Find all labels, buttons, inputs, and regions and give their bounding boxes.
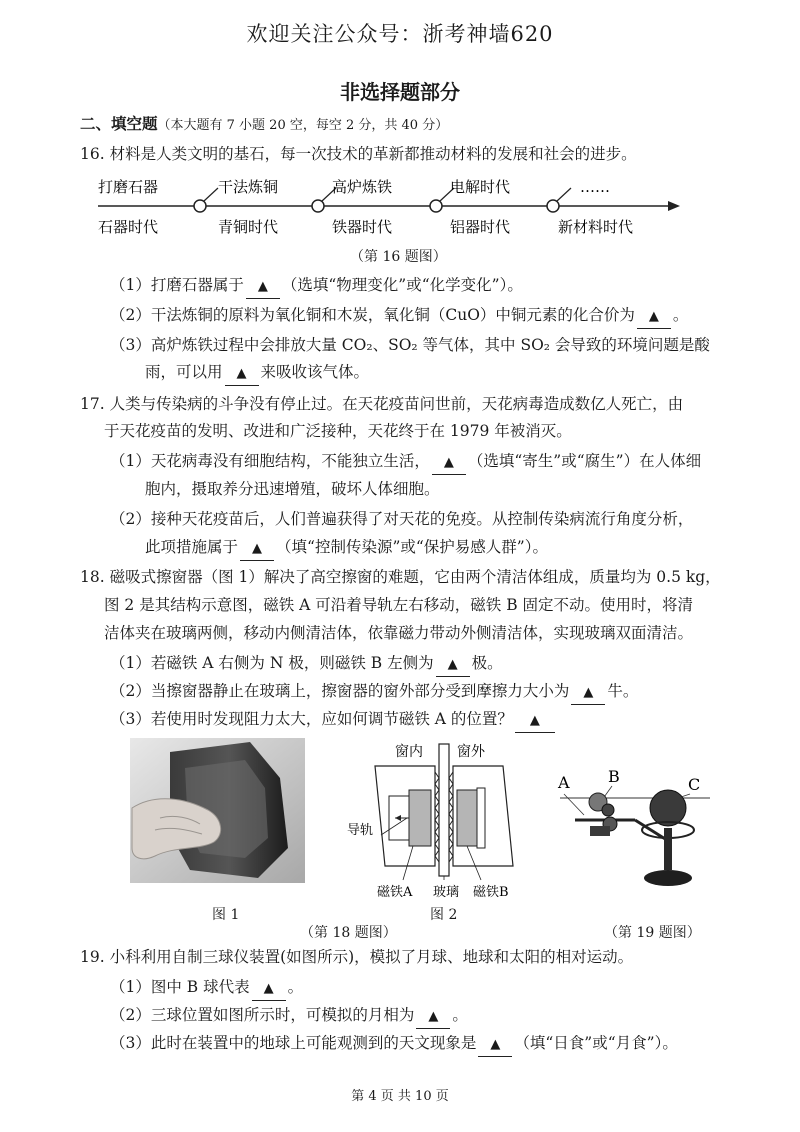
timeline-arrowhead <box>668 201 680 211</box>
q19-sub2: （2）三球位置如图所示时，可模拟的月相为 ▲ 。 <box>110 1004 468 1029</box>
q18-stem-3: 洁体夹在玻璃两侧，移动内侧清洁体，依靠磁力带动外侧清洁体，实现玻璃双面清洁。 <box>104 624 694 642</box>
label-inside: 窗内 <box>395 744 423 760</box>
q19-caption: （第 19 题图） <box>604 925 701 941</box>
label-glass: 玻璃 <box>433 885 460 900</box>
label-outside: 窗外 <box>457 744 485 760</box>
label-b: B <box>608 767 620 786</box>
page-header: 欢迎关注公众号：浙考神墙620 <box>246 22 554 46</box>
q18-stem-2: 图 2 是其结构示意图，磁铁 A 可沿着导轨左右移动，磁铁 B 固定不动。使用时，将清 <box>104 596 694 614</box>
q17-sub2: （2）接种天花疫苗后，人们普遍获得了对天花的免疫。从控制传染病流行角度分析， <box>110 510 694 528</box>
timeline-top-label: …… <box>580 178 610 196</box>
answer-blank[interactable]: ▲ <box>416 1006 450 1029</box>
timeline-top-label: 干法炼铜 <box>218 178 279 196</box>
timeline-pointer <box>557 188 571 201</box>
page-footer: 第 4 页 共 10 页 <box>351 1089 449 1104</box>
q19-sub1: （1）图中 B 球代表 ▲ 。 <box>110 976 303 1001</box>
q16-sub2: （2）干法炼铜的原料为氧化铜和木炭，氧化铜（CuO）中铜元素的化合价为 ▲ 。 <box>110 304 688 329</box>
timeline-node <box>312 200 324 212</box>
label-magnet-a: 磁铁A <box>377 885 413 900</box>
timeline-bottom-label: 石器时代 <box>98 218 159 236</box>
timeline-pointer <box>204 188 218 201</box>
q17-stem-2: 于天花疫苗的发明、改进和广泛接种，天花终于在 1979 年被消灭。 <box>104 422 572 440</box>
q18-figure1-photo <box>130 738 305 883</box>
answer-blank[interactable]: ▲ <box>246 276 280 299</box>
timeline-bottom-label: 青铜时代 <box>218 218 279 236</box>
q17-sub1-cont: 胞内，摄取养分迅速增殖，破坏人体细胞。 <box>145 480 440 498</box>
label-a: A <box>558 773 570 792</box>
q18-caption: （第 18 题图） <box>300 925 397 941</box>
timeline-bottom-label: 新材料时代 <box>558 218 634 236</box>
answer-blank[interactable]: ▲ <box>432 452 466 475</box>
q18-sub2: （2）当擦窗器静止在玻璃上，擦窗器的窗外部分受到摩擦力大小为 ▲ 牛。 <box>110 680 638 705</box>
inner-pad <box>435 772 439 862</box>
q16-sub1: （1）打磨石器属于 ▲ （选填“物理变化”或“化学变化”）。 <box>110 274 523 299</box>
label-magnet-b: 磁铁B <box>473 885 509 900</box>
timeline-bottom-label: 铝器时代 <box>450 218 511 236</box>
magnet-a <box>409 790 431 846</box>
q17-sub2-cont: 此项措施属于 ▲ （填“控制传染源”或“保护易感人群”）。 <box>145 536 548 561</box>
q16-stem: 16. 材料是人类文明的基石，每一次技术的革新都推动材料的发展和社会的进步。 <box>80 145 637 163</box>
q19-sub3: （3）此时在装置中的地球上可能观测到的天文现象是 ▲ （填“日食”或“月食”）。 <box>110 1032 678 1057</box>
q18-stem-1: 18. 磁吸式擦窗器（图 1）解决了高空擦窗的难题，它由两个清洁体组成，质量均为 0.5 kg， <box>80 568 721 586</box>
q18-sub1: （1）若磁铁 A 右侧为 N 极，则磁铁 B 左侧为 ▲ 极。 <box>110 652 503 677</box>
answer-blank[interactable]: ▲ <box>637 306 671 329</box>
q16-sub3: （3）高炉炼铁过程中会排放大量 CO₂、SO₂ 等气体，其中 SO₂ 会导致的环境问题是酸 <box>110 336 710 354</box>
q16-sub3-cont: 雨，可以用 ▲ 来吸收该气体。 <box>145 361 369 386</box>
answer-blank[interactable]: ▲ <box>571 682 605 705</box>
answer-blank[interactable]: ▲ <box>225 363 259 386</box>
answer-blank[interactable]: ▲ <box>240 538 274 561</box>
timeline-top-label: 电解时代 <box>450 178 511 196</box>
q19-stem: 19. 小科利用自制三球仪装置(如图所示)，模拟了月球、地球和太阳的相对运动。 <box>80 948 634 966</box>
timeline-node <box>430 200 442 212</box>
q19-orrery-figure <box>550 760 720 900</box>
label-c: C <box>688 775 701 794</box>
answer-blank[interactable]: ▲ <box>436 654 470 677</box>
timeline-top-label: 高炉炼铁 <box>332 178 393 196</box>
timeline-node <box>194 200 206 212</box>
timeline-top-label: 打磨石器 <box>98 178 159 196</box>
q18-figure2-label: 图 2 <box>430 907 458 923</box>
timeline-node <box>547 200 559 212</box>
q17-stem-1: 17. 人类与传染病的斗争没有停止过。在天花疫苗问世前，天花病毒造成数亿人死亡，由 <box>80 395 684 413</box>
q16-caption: （第 16 题图） <box>350 249 447 265</box>
orrery-base <box>644 870 692 886</box>
q18-figure1-label: 图 1 <box>212 907 240 923</box>
sun-ball <box>650 790 686 826</box>
q17-sub1: （1）天花病毒没有细胞结构，不能独立生活， ▲ （选填“寄生”或“腐生”）在人体细 <box>110 450 701 475</box>
timeline-bottom-label: 铁器时代 <box>332 218 393 236</box>
q18-figure2-diagram <box>345 738 530 903</box>
part2-note: （本大题有 7 小题 20 空，每空 2 分，共 40 分） <box>157 118 449 133</box>
answer-blank[interactable]: ▲ <box>478 1034 512 1057</box>
answer-blank[interactable]: ▲ <box>252 978 286 1001</box>
section-title: 非选择题部分 <box>340 80 460 104</box>
outer-pad <box>449 772 453 862</box>
answer-blank[interactable]: ▲ <box>515 710 555 733</box>
glass-pane <box>439 744 449 876</box>
earth-ball <box>602 804 614 816</box>
magnet-b <box>457 790 477 846</box>
part2-title: 二、填空题 <box>80 115 158 133</box>
q18-sub3: （3）若使用时发现阻力太大，应如何调节磁铁 A 的位置？ ▲ <box>110 708 557 733</box>
label-rail: 导轨 <box>347 823 374 838</box>
q16-timeline <box>0 0 800 270</box>
